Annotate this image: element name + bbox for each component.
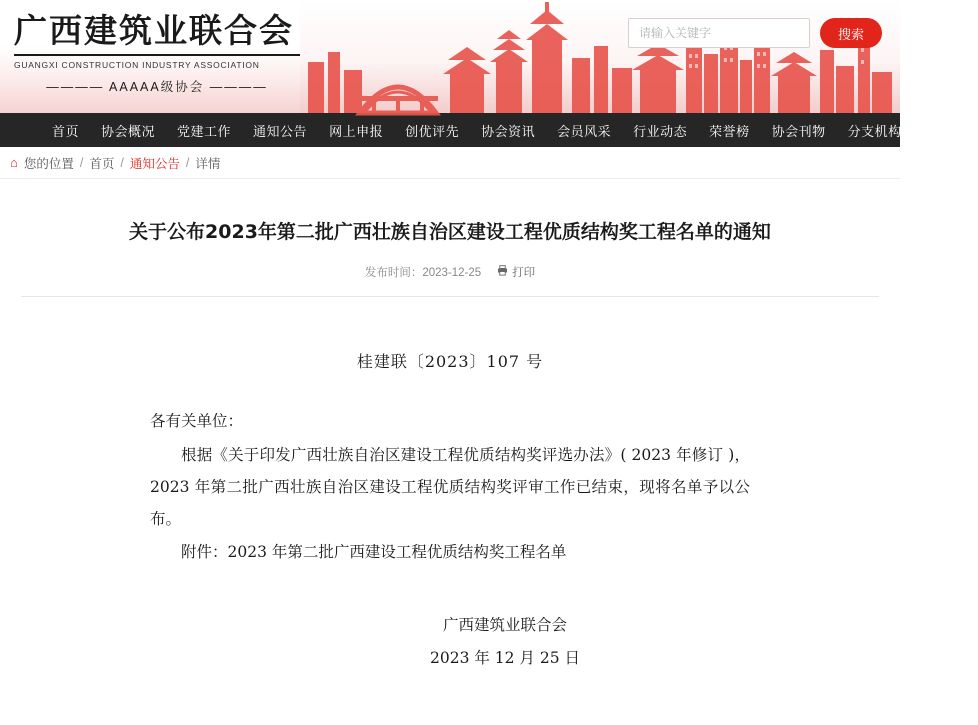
nav-item-industry-trends[interactable]: 行业动态 [633,123,688,139]
skyline-decoration [300,0,900,113]
site-header [0,0,900,113]
logo-divider [14,54,300,56]
breadcrumb-item-detail: 详情 [195,156,221,171]
attachment-line: 附件：2023 年第二批广西建设工程优质结构奖工程名单 [181,543,567,562]
printer-icon [497,265,508,279]
nav-item-member-showcase[interactable]: 会员风采 [557,123,612,139]
article-container [21,179,879,674]
article-meta [21,264,879,280]
publish-time [365,264,481,280]
nav-item-association-news[interactable]: 协会资讯 [481,123,536,139]
nav-item-notices[interactable]: 通知公告 [253,123,308,139]
print-label: 打印 [512,267,536,280]
nav-item-about[interactable]: 协会概况 [101,123,156,139]
nav-item-party-work[interactable]: 党建工作 [177,123,232,139]
breadcrumb-item-notices[interactable]: 通知公告 [129,156,180,171]
logo-title-cn: 广西建筑业联合会 [14,11,294,50]
nav-item-awards-selection[interactable]: 创优评先 [405,123,460,139]
search-input[interactable] [628,18,810,48]
nav-item-home[interactable]: 首页 [52,123,80,139]
search-area [628,18,882,48]
signature-block [150,609,750,674]
home-icon: ⌂ [10,155,18,170]
print-button[interactable] [497,264,535,280]
breadcrumb-item-home[interactable]: 首页 [89,156,115,171]
main-navigation [0,113,978,147]
publish-time-value: 2023-12-25 [422,267,482,280]
document-number: 桂建联〔2023〕107 号 [356,352,544,372]
signature-date: 2023 年 12 月 25 日 [429,648,581,667]
body-paragraph-1: 根据《关于印发广西壮族自治区建设工程优质结构奖评选办法》( 2023 年修订 )，2023 年第二批广西壮族自治区建设工程优质结构奖评审工作已结束，现将名单予以公布。 [150,445,750,528]
page-title: 关于公布2023年第二批广西壮族自治区建设工程优质结构奖工程名单的通知 [129,220,771,243]
signature-organization: 广西建筑业联合会 [442,616,567,635]
nav-item-publications[interactable]: 协会刊物 [771,123,826,139]
nav-item-contact[interactable]: 联系我们 [923,123,978,139]
breadcrumb-separator: / [120,155,124,170]
search-button[interactable]: 搜索 [820,18,882,48]
salutation: 各有关单位： [150,412,244,431]
logo-grade-label: ———— AAAAA级协会 ———— [46,80,268,95]
nav-item-honor-roll[interactable]: 荣誉榜 [709,123,750,139]
site-logo[interactable] [14,10,314,95]
document-body [150,297,750,674]
logo-title-en: GUANGXI CONSTRUCTION INDUSTRY ASSOCIATION [14,60,260,71]
breadcrumb-prefix: 您的位置 [23,156,74,171]
nav-item-online-declaration[interactable]: 网上申报 [329,123,384,139]
publish-time-label: 发布时间： [364,267,423,280]
nav-item-branches[interactable]: 分支机构 [847,123,902,139]
breadcrumb-separator: / [185,155,190,170]
breadcrumb [0,147,900,179]
breadcrumb-separator: / [79,155,84,170]
